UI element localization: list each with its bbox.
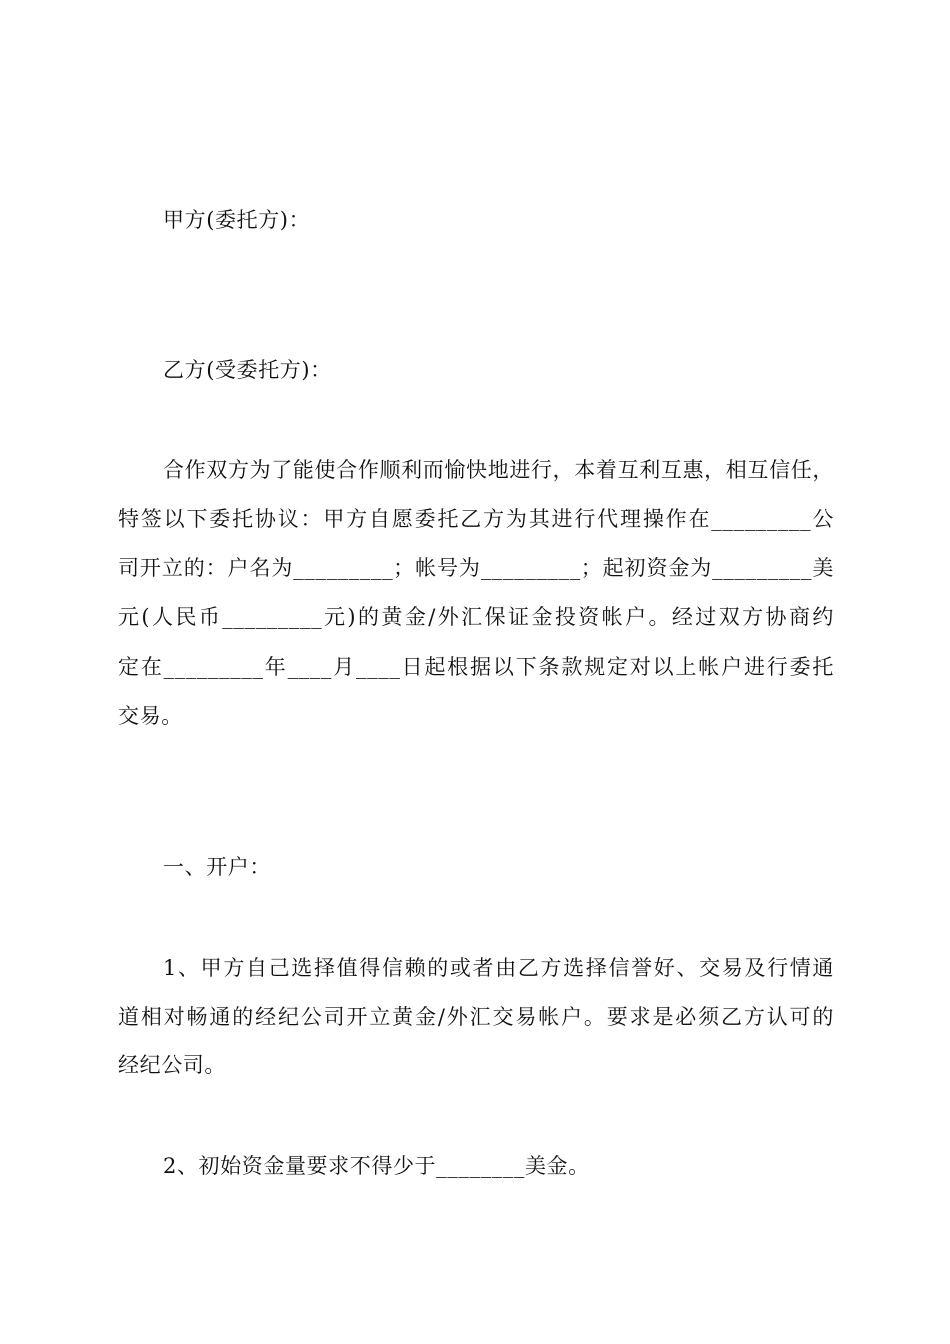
clause-line: 1、甲方自己选择值得信赖的或者由乙方选择信誉好、交易及行情通: [163, 956, 834, 980]
section-heading: 一、开户：: [163, 855, 271, 879]
clause-line: 道相对畅通的经纪公司开立黄金/外汇交易帐户。要求是必须乙方认可的: [118, 1005, 834, 1029]
intro-line: 司开立的：户名为_________；帐号为_________；起初资金为_________美: [118, 556, 834, 580]
party-a-label: 甲方(委托方)：: [163, 208, 311, 232]
intro-line: 元(人民币_________元)的黄金/外汇保证金投资帐户。经过双方协商约: [118, 605, 834, 629]
intro-line: 特签以下委托协议：甲方自愿委托乙方为其进行代理操作在_________公: [118, 507, 834, 531]
intro-line: 定在_________年____月____日起根据以下条款规定对以上帐户进行委托: [118, 655, 834, 679]
party-b-label: 乙方(受委托方)：: [163, 358, 332, 382]
clause-2-line: 2、初始资金量要求不得少于________美金。: [163, 1154, 590, 1178]
intro-line: 交易。: [118, 704, 183, 728]
clause-line: 经纪公司。: [118, 1053, 226, 1077]
intro-line: 合作双方为了能使合作顺利而愉快地进行，本着互利互惠，相互信任，: [163, 458, 834, 482]
